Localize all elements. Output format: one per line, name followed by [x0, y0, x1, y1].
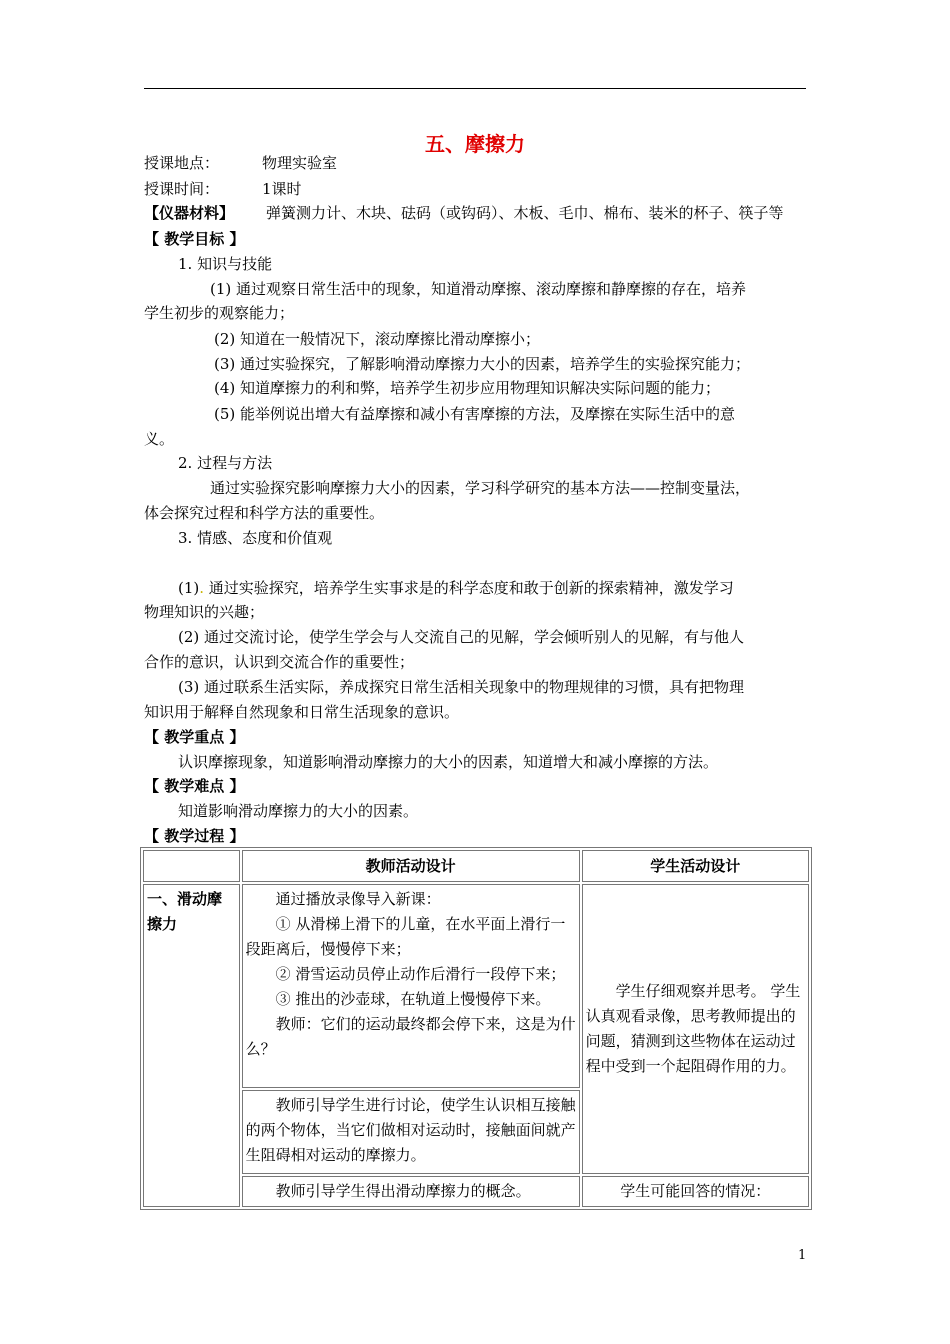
goals-s3-line: 知识用于解释自然现象和日常生活现象的意识。	[144, 703, 460, 721]
goals-s2-line: 体会探究过程和科学方法的重要性。	[144, 504, 385, 522]
materials-label: 【仪器材料】	[144, 204, 235, 222]
header-empty-cell	[143, 850, 240, 882]
teacher-cell-discussion: 教师引导学生进行讨论，使学生认识相互接触的两个物体，当它们做相对运动时，接触面间就产生阻碍相对运动的摩擦力。	[242, 1090, 580, 1174]
goals-s1-line: (2) 知道在一般情况下，滚动摩擦比滑动摩擦小；	[214, 330, 541, 348]
header-rule	[144, 88, 806, 89]
goals-s1-line: (1) 通过观察日常生活中的现象，知道滑动摩擦、滚动摩擦和静摩擦的存在，培养	[210, 280, 747, 298]
difficult-points-heading: 【 教学难点 】	[144, 777, 245, 795]
teacher-line: ③ 推出的沙壶球，在轨道上慢慢停下来。	[275, 990, 551, 1008]
goals-s3-line: (3) 通过联系生活实际，养成探究日常生活相关现象中的物理规律的习惯，具有把物理	[178, 678, 745, 696]
table-row	[143, 1176, 809, 1207]
process-heading: 【 教学过程 】	[144, 827, 245, 845]
header-student-activity: 学生活动设计	[582, 850, 809, 882]
difficult-points-text: 知道影响滑动摩擦力的大小的因素。	[178, 802, 419, 820]
goals-section-1-title: 1. 知识与技能	[178, 255, 273, 273]
page-number: 1	[798, 1248, 807, 1263]
goals-s2-line: 通过实验探究影响摩擦力大小的因素，学习科学研究的基本方法——控制变量法，	[210, 479, 751, 497]
goals-s3-item1-number: (1)	[178, 579, 200, 597]
process-table	[140, 847, 812, 1210]
table-row	[143, 884, 809, 1088]
student-cell-answers: 学生可能回答的情况：	[582, 1176, 809, 1207]
time-value: 1课时	[262, 180, 302, 198]
place-value: 物理实验室	[262, 154, 338, 172]
time-label: 授课时间：	[144, 180, 220, 198]
teacher-cell-intro	[242, 884, 580, 1088]
teacher-line: 通过播放录像导入新课：	[275, 890, 441, 908]
teacher-line: 教师：它们的运动最终都会停下来，这是为什么？	[245, 1015, 576, 1058]
key-points-heading: 【 教学重点 】	[144, 728, 245, 746]
goals-s1-line: 学生初步的观察能力；	[144, 304, 295, 322]
goals-s3-line: 物理知识的兴趣；	[144, 603, 265, 621]
goals-s1-line: (3) 通过实验探究，了解影响滑动摩擦力大小的因素，培养学生的实验探究能力；	[214, 355, 751, 373]
table-header-row	[143, 850, 809, 882]
goals-s3-line: 合作的意识，认识到交流合作的重要性；	[144, 653, 415, 671]
goals-s3-line	[178, 577, 734, 598]
goals-s3-item1-dot: .	[199, 579, 205, 597]
goals-s3-item1-text: 通过实验探究，培养学生实事求是的科学态度和敢于创新的探索精神，激发学习	[204, 579, 734, 597]
goals-section-3-title: 3. 情感、态度和价值观	[178, 529, 333, 547]
teacher-line: ① 从滑梯上滑下的儿童，在水平面上滑行一段距离后，慢慢停下来；	[245, 915, 566, 958]
student-cell-observe: 学生仔细观察并思考。 学生认真观看录像，思考教师提出的问题，猜测到这些物体在运动过程中受到一个起阻碍作用的力。	[582, 884, 809, 1174]
section-label-sliding-friction: 一、滑动摩擦力	[143, 884, 240, 1207]
place-label: 授课地点：	[144, 154, 220, 172]
goals-s1-line: (5) 能举例说出增大有益摩擦和减小有害摩擦的方法，及摩擦在实际生活中的意	[214, 405, 736, 423]
key-points-text: 认识摩擦现象，知道影响滑动摩擦力的大小的因素，知道增大和减小摩擦的方法。	[178, 753, 719, 771]
goals-section-2-title: 2. 过程与方法	[178, 454, 273, 472]
page-title: 五、摩擦力	[425, 132, 525, 156]
teacher-cell-concept: 教师引导学生得出滑动摩擦力的概念。	[242, 1176, 580, 1207]
goals-s1-line: 义。	[144, 430, 175, 448]
goals-s3-line: (2) 通过交流讨论，使学生学会与人交流自己的见解，学会倾听别人的见解，有与他人	[178, 628, 745, 646]
header-teacher-activity: 教师活动设计	[242, 850, 580, 882]
goals-heading: 【 教学目标 】	[144, 230, 245, 248]
goals-s1-line: (4) 知道摩擦力的利和弊，培养学生初步应用物理知识解决实际问题的能力；	[214, 379, 721, 397]
materials-value: 弹簧测力计、木块、砝码（或钩码）、木板、毛巾、棉布、装米的杯子、筷子等	[266, 204, 784, 222]
teacher-line: ② 滑雪运动员停止动作后滑行一段停下来；	[275, 965, 566, 983]
